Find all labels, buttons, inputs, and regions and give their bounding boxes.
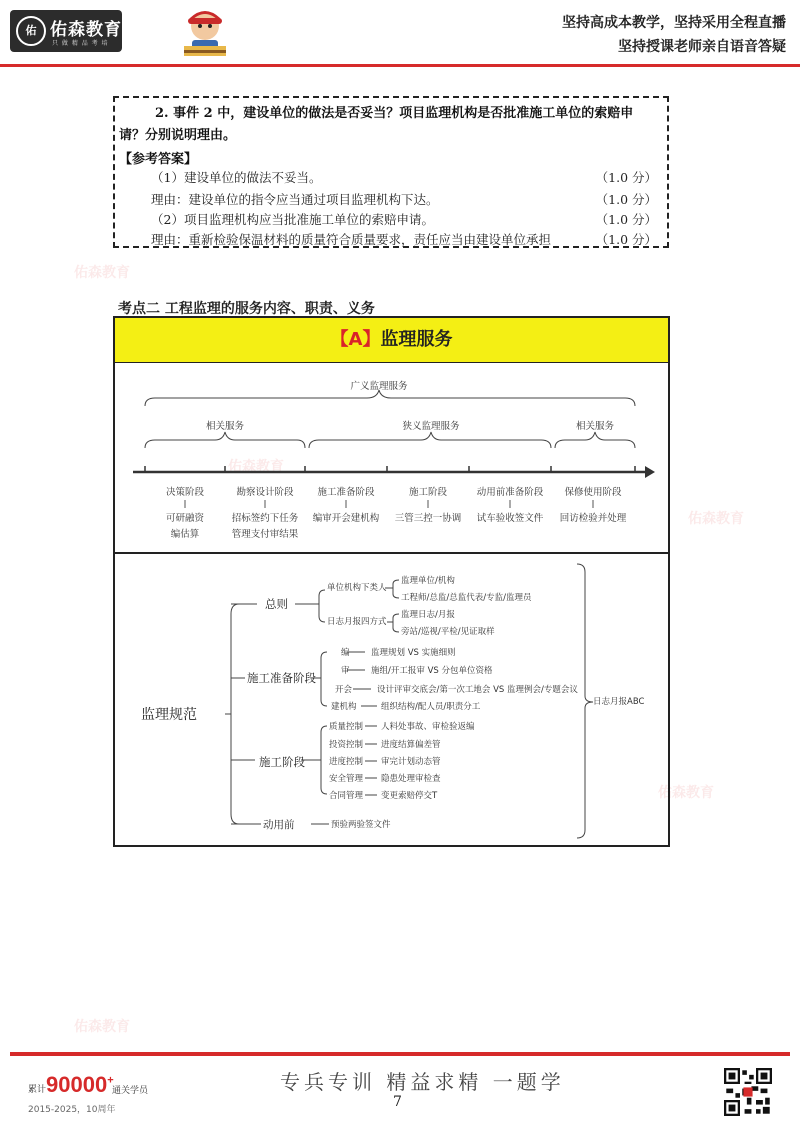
watermark: 佑森教育 xyxy=(688,511,744,527)
qr-code-icon xyxy=(724,1068,772,1116)
answer-score: （1.0 分） xyxy=(595,192,657,207)
tree-node: 日志月报四方式 xyxy=(327,617,387,627)
timeline-arrow-icon xyxy=(645,466,655,478)
stage-desc: 编估算 xyxy=(170,529,200,540)
tree-node: 单位机构下类人 xyxy=(327,583,387,593)
tree-construct: 施工阶段 xyxy=(259,755,305,769)
banner-tag: 【A】 xyxy=(330,329,381,350)
tree-key: 开会 xyxy=(335,685,353,695)
brace-related-right xyxy=(555,432,635,448)
tree-leaf: 工程师/总监/总监代表/专监/监理员 xyxy=(401,593,532,603)
question-line-2: 请？分别说明理由。 xyxy=(119,128,237,143)
tree-leaf: 监理日志/月报 xyxy=(401,610,455,620)
banner-title xyxy=(115,318,668,362)
brace-narrow xyxy=(309,432,551,448)
tree-leaf: 审完计划动态管 xyxy=(381,757,441,767)
tree-general: 总则 xyxy=(265,597,288,611)
label-related-left: 相关服务 xyxy=(205,421,244,432)
tree-key: 安全管理 xyxy=(329,774,364,784)
answer-score: （1.0 分） xyxy=(595,212,657,227)
tree-right-note: 日志月报ABC xyxy=(593,697,645,707)
banner-text: 监理服务 xyxy=(380,329,453,350)
tree-leaf: 设计评审交底会/第一次工地会 VS 监理例会/专题会议 xyxy=(377,685,578,695)
stage-desc: 招标签约下任务 xyxy=(231,513,299,524)
tree-leaf: 监理单位/机构 xyxy=(401,576,455,586)
brand-logo xyxy=(10,10,122,52)
stage-name: 决策阶段 xyxy=(165,487,204,498)
footer-prefix: 累计 xyxy=(28,1085,47,1095)
label-related-right: 相关服务 xyxy=(575,421,614,432)
slogan-1: 坚持高成本教学，坚持采用全程直播 xyxy=(562,15,786,31)
footer-divider xyxy=(10,1052,790,1056)
page-number: 7 xyxy=(393,1094,402,1110)
stage-name: 动用前准备阶段 xyxy=(476,487,544,498)
tree-leaf: 施组/开工报审 VS 分包单位资格 xyxy=(371,666,493,676)
tree-key: 投资控制 xyxy=(329,740,364,750)
logo-name: 佑森教育 xyxy=(50,20,122,40)
tree-key: 合同管理 xyxy=(329,791,364,801)
watermark: 佑森教育 xyxy=(74,1019,130,1035)
footer-years: 2015-2025，10周年 xyxy=(28,1105,116,1115)
tree-key: 建机构 xyxy=(331,702,357,712)
tree-leaf: 隐患处理审检查 xyxy=(381,774,441,784)
label-broad: 广义监理服务 xyxy=(350,381,408,392)
tree-leaf: 人料处事故、审检验返编 xyxy=(381,722,475,732)
slogan-2: 坚持授课老师亲自语音答疑 xyxy=(618,39,786,55)
brace-related-left xyxy=(145,432,305,448)
tree-leaf: 组织结构/配人员/职责分工 xyxy=(381,702,481,712)
tree-key: 审 xyxy=(341,666,350,676)
logo-seal-icon: 佑 xyxy=(16,16,46,46)
question-box xyxy=(113,96,669,248)
stage-desc: 回访检验并处理 xyxy=(559,513,627,524)
tree-pre-use: 动用前 xyxy=(263,819,295,831)
tree-leaf: 监理规划 VS 实施细则 xyxy=(371,648,456,658)
answer-line: （1）建设单位的做法不妥当。 xyxy=(151,170,322,185)
mascot-icon xyxy=(178,6,232,62)
stage-name: 施工阶段 xyxy=(408,487,447,498)
answer-label: 【参考答案】 xyxy=(119,152,198,167)
watermark: 佑森教育 xyxy=(74,265,130,281)
stage-desc: 试车验收签文件 xyxy=(476,513,544,524)
diagram-frame xyxy=(113,316,670,847)
tree-prep: 施工准备阶段 xyxy=(247,671,316,685)
tree-key: 质量控制 xyxy=(329,722,364,732)
footer-count: 90000+ xyxy=(46,1072,114,1097)
tree-key: 进度控制 xyxy=(329,757,364,767)
stage-desc: 管理支付审结果 xyxy=(231,529,299,540)
watermark: 佑森教育 xyxy=(658,785,714,801)
answer-line: （2）项目监理机构应当批准施工单位的索赔申请。 xyxy=(151,212,434,227)
stage-desc: 可研融资 xyxy=(165,513,204,524)
answer-score: （1.0 分） xyxy=(595,170,657,185)
stage-desc: 三管三控一协调 xyxy=(394,513,462,524)
tree-leaf: 预验两验签文件 xyxy=(331,820,391,830)
section-title: 考点二 工程监理的服务内容、职责、义务 xyxy=(118,301,375,317)
answer-score: （1.0 分） xyxy=(595,232,657,247)
tree-leaf: 旁站/巡视/平检/见证取样 xyxy=(401,627,495,637)
header-divider xyxy=(0,64,800,67)
tree-root: 监理规范 xyxy=(141,707,197,723)
stage-name: 施工准备阶段 xyxy=(317,487,375,498)
tree-leaf: 进度结算偏差管 xyxy=(381,740,441,750)
page-header xyxy=(0,0,800,64)
footer-suffix: 通关学员 xyxy=(112,1086,149,1096)
label-narrow: 狭义监理服务 xyxy=(402,421,460,432)
stage-desc: 编审开会建机构 xyxy=(312,513,380,524)
stage-name: 勘察设计阶段 xyxy=(236,487,294,498)
answer-line: 理由：建设单位的指令应当通过项目监理机构下达。 xyxy=(151,192,439,207)
brace-broad xyxy=(145,390,635,406)
tree-key: 编 xyxy=(341,648,350,658)
question-line-1: 2. 事件 2 中，建设单位的做法是否妥当？项目监理机构是否批准施工单位的索赔申 xyxy=(155,106,634,121)
answer-line: 理由：重新检验保温材料的质量符合质量要求，责任应当由建设单位承担 xyxy=(151,232,552,247)
logo-subtitle: 只 做 精 品 考 培 xyxy=(52,40,109,47)
tree-leaf: 变更索赔停交T xyxy=(381,791,438,801)
watermark: 佑森教育 xyxy=(228,459,284,475)
footer-signature: 专兵专训 精益求精 一题学 xyxy=(280,1070,565,1094)
stage-name: 保修使用阶段 xyxy=(564,487,622,498)
